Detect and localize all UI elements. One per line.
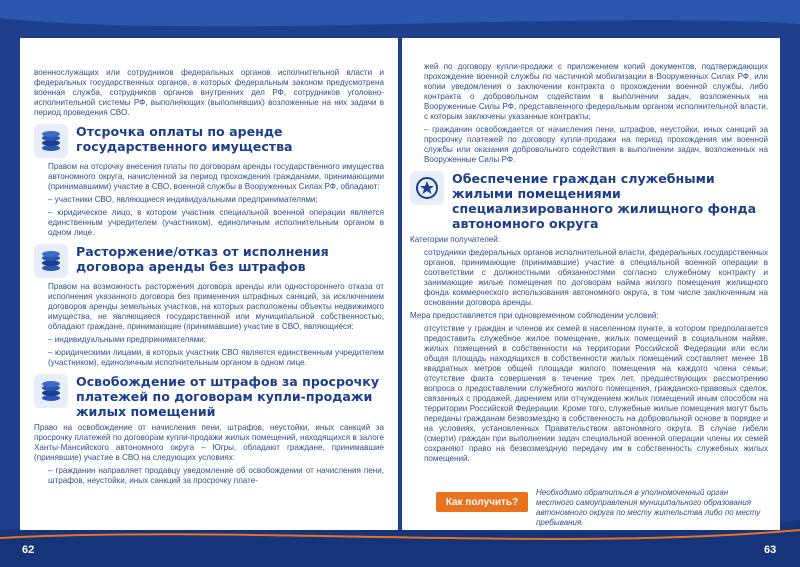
left-page [20,38,398,530]
list-item: – гражданин направляет продавцу уведомление об освобождении от начисления пени, штрафов, неустойки, иных санкций за просрочку плате- [48,466,384,485]
category-label: Категории получателей: [410,235,501,244]
section-title: Обеспечение граждан служебными жилыми помещениями специализированного жилищного фонда автономного округа [452,171,757,231]
category-body: сотрудники федеральных органов исполнительной власти, федеральных государственных органов, принимающие (принимавшие) участие в специальной военной операции в соответствии с должностными обязанностями согласно служебному контракту и занимающие жилые помещения по договорам найма жилого помещения жилищного фонда коммерческого использования автономного округа, в том числе заключенным на основании договора аренды. [424,248,768,307]
continuation-paragraph: – гражданин освобождается от начисления пени, штрафов, неустойки, иных санкций за просрочку платежей по договору купли-продажи на период прохождения им военной службы или оказания добровольного содействия в выполнении задач, возложенных на Вооруженные Силы РФ. [424,125,768,164]
continuation-paragraph: жей по договору купли-продажи с приложением копий документов, подтверждающих прохождение военной службы по частичной мобилизации в Вооруженных Силах РФ, или копии уведомления о заключении контракта о прохождении военной службы, либо контракта о добровольном содействии в выполнении задач, возложенных на Вооруженные Силы РФ, представленного федеральным органом исполнительной власти, с которым заключены указанные контракты; [424,62,768,121]
list-item: – индивидуальными предпринимателями; [48,335,207,344]
intro-paragraph: военнослужащих или сотрудников федеральных органов исполнительной власти и федеральных государственных органов, в которых федеральным законом предусмотрена военная служба, сотрудников органов внутренних дел РФ, сотрудников уголовно-исполнительной системы РФ, выполняющих (выполнявших) возложенные на них задачи в период проведения СВО. [34,68,384,117]
coins-stack-icon [34,124,68,158]
right-page [402,38,780,530]
section-heading-penalty-exemption [34,374,384,419]
section-body: Правом на возможность расторжения договора аренды или одностороннего отказа от исполнения указанного договора без применения штрафных санкций, за исключением договоров аренды земельных участков, на которых расположены объекты недвижимого имущества, не являющиеся государственной или муниципальной собственностью, обладают граждане, принимающие (принимавшие) участие в СВО, являющиеся: [48,282,384,331]
list-item: – юридическими лицами, в которых участник СВО является единственным учредителем (участником), единоличным исполнительным органом в одном лице. [48,348,384,367]
section-heading-lease-termination [34,244,384,278]
page-number-right: 63 [764,544,777,556]
coins-stack-icon [34,244,68,278]
how-to-get-note: Необходимо обратиться в уполномоченный орган местного самоуправления муниципального образования автономного округа по месту жительства либо по месту пребывания. [536,488,761,527]
coins-stack-icon [34,374,68,408]
section-heading-housing [410,171,768,231]
section-title: Расторжение/отказ от исполнения договора аренды без штрафов [76,244,329,274]
list-item: – участники СВО, являющиеся индивидуальными предпринимателями; [48,195,318,204]
section-body: Право на освобождение от начисления пени, штрафов, неустойки, иных санкций за просрочку платежей по договорам купли-продажи жилых помещений, находящихся в залоге Ханты-Мансийского автономного округа – Югры, обладают граждане, принимавшие (принявшие) участие в СВО на следующих условиях: [34,423,384,462]
star-badge-icon [410,171,444,205]
page-number-left: 62 [22,544,35,556]
section-heading-rent-deferral [34,124,384,158]
how-to-get-label: Как получить? [436,492,528,512]
section-body: Правом на отсрочку внесения платы по договорам аренды государственного имущества автономного округа, начисленной за период прохождения гражданами, принимающими (принимавшими) участие в СВО, военной службы в Вооруженных Силах РФ, обладают: [48,162,384,191]
measure-body: отсутствие у граждан и членов их семей в населенном пункте, в котором предполагается предоставить служебное жилое помещение, жилых помещений в социальном найме, жилых помещений в собственности на территории Российской Федерации или если общая площадь находящихся в собственности жилых помещений составляет менее 18 квадратных метров общей площади жилого помещения на каждого члена семьи; отсутствие факта совершения в течение трех лет, предшествующих рассмотрению вопроса о предоставлении служебного жилого помещения, гражданско-правовых сделок, связанных с продажей, дарением или отчуждением жилых помещений иным способом на территории Российской Федерации. Кроме того, служебные жилые помещения могут быть переданы гражданам безвозмездно в собственность на добровольной основе в порядке и на условиях, установленных Правительством автономного округа. В случае гибели (смерти) граждан при выполнении задач специальной военной операции члены их семей сохраняют право на безвозмездную передачу им в собственность служебных жилых помещений. [424,324,768,463]
measure-label: Мера предоставляется при одновременном соблюдении условий: [410,311,659,320]
section-title: Освобождение от штрафов за просрочку платежей по договорам купли-продажи жилых помещений [76,374,380,419]
list-item: – юридическое лицо, в котором участник специальной военной операции является единственным учредителем (участником), единоличным исполнительным органом в одном лице. [48,208,384,237]
section-title: Отсрочка оплаты по аренде государственного имущества [76,124,293,154]
